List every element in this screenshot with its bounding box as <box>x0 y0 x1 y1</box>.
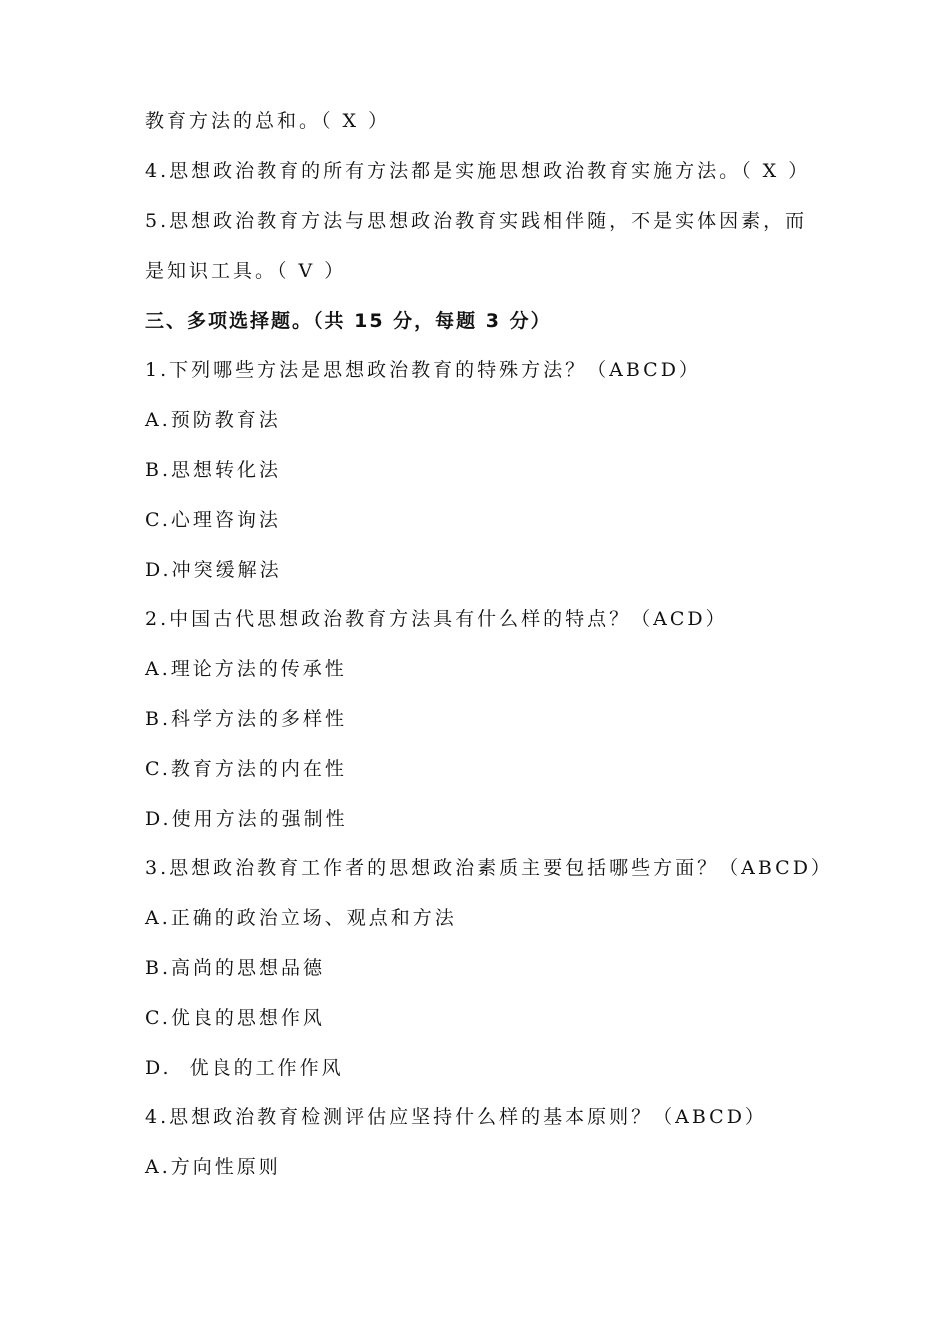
question-text: 4.思想政治教育检测评估应坚持什么样的基本原则？（ABCD） <box>145 1106 767 1128</box>
question-text: 1.下列哪些方法是思想政治教育的特殊方法？（ABCD） <box>145 359 701 381</box>
option-text: A.方向性原则 <box>145 1156 281 1178</box>
option-text: C.优良的思想作风 <box>145 1007 325 1029</box>
question-text: 3.思想政治教育工作者的思想政治素质主要包括哪些方面？（ABCD） <box>145 857 833 879</box>
option-text: C.教育方法的内在性 <box>145 758 347 780</box>
option-text: A.正确的政治立场、观点和方法 <box>145 907 457 929</box>
option-text: B.高尚的思想品德 <box>145 957 326 979</box>
option-text: B.科学方法的多样性 <box>145 708 348 730</box>
option-text: B.思想转化法 <box>145 459 282 481</box>
option-text: C.心理咨询法 <box>145 509 281 531</box>
option-text: D. 优良的工作作风 <box>145 1057 344 1079</box>
text-line: 4.思想政治教育的所有方法都是实施思想政治教育实施方法。（ X ） <box>145 160 811 182</box>
option-text: A.理论方法的传承性 <box>145 658 347 680</box>
section-heading: 三、多项选择题。（共 15 分，每题 3 分） <box>145 310 552 332</box>
text-line: 是知识工具。（ V ） <box>145 260 347 282</box>
option-text: A.预防教育法 <box>145 409 281 431</box>
text-line: 5.思想政治教育方法与思想政治教育实践相伴随，不是实体因素，而 <box>145 210 808 232</box>
question-text: 2.中国古代思想政治教育方法具有什么样的特点？（ACD） <box>145 608 728 630</box>
option-text: D.使用方法的强制性 <box>145 808 348 830</box>
option-text: D.冲突缓解法 <box>145 559 282 581</box>
text-line: 教育方法的总和。（ X ） <box>145 110 391 132</box>
